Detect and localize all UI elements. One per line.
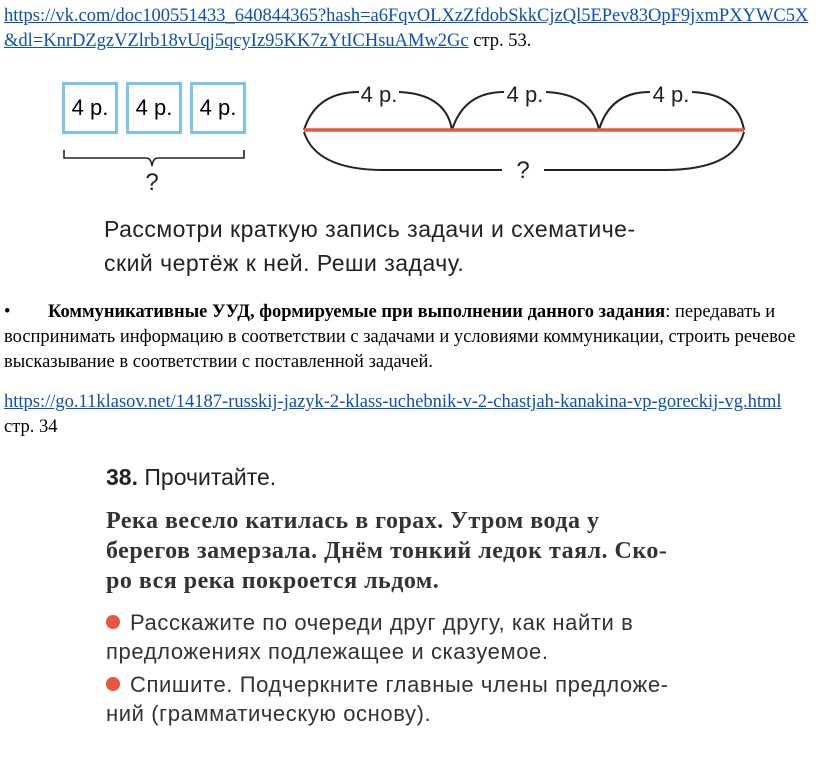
uud-text: : передавать и воспринимать информацию в соответствии с задачами и условиями коммуникации, строить речевое высказывание в соответствии с поставленной задачей. [4, 302, 796, 372]
total-question-right: ? [516, 157, 530, 184]
exercise-heading [106, 464, 276, 491]
task-2-line-1: Спишите. Подчеркните главные члены предложе- [130, 672, 669, 697]
arc-2-right [546, 92, 599, 130]
page-ref-1: стр. 53. [468, 31, 532, 51]
problem-instruction [104, 212, 636, 280]
arc-3-left [599, 92, 650, 130]
instruction-line-2: ский чертёж к ней. Реши задачу. [104, 250, 465, 276]
arc-2-left [452, 92, 504, 130]
uud-paragraph [4, 300, 812, 375]
task-2 [106, 670, 766, 728]
amount-box-3: 4 р. [190, 82, 246, 134]
exercise-text [106, 506, 756, 596]
exercise-text-line: ро вся река покроется льдом. [106, 568, 440, 594]
amount-box-2: 4 р. [126, 82, 182, 134]
source-link-1[interactable]: https://vk.com/doc100551433_640844365?hash=a6FqvOLXzZfdobSkkCjzQl5EPev83OpF9jxmPXYWC5X&dl=KnrDZgzVZlrb18vUqj5qcyIz95KK7zYtICHsuAMw2Gc [4, 6, 809, 51]
uud-title: Коммуникативные УУД, формируемые при выполнении данного задания [48, 302, 666, 322]
segment-label-3: 4 р. [652, 82, 690, 107]
segment-label-1: 4 р. [360, 82, 398, 107]
problem-figure [54, 62, 774, 292]
total-arc-left [304, 132, 502, 170]
task-1-line-1: Расскажите по очереди друг другу, как найти в [130, 610, 634, 635]
page-ref-2: стр. 34 [4, 417, 58, 437]
task-1-line-2: предложениях подлежащее и сказуемое. [106, 639, 549, 664]
segment-label-2: 4 р. [506, 82, 544, 107]
amount-box-1: 4 р. [62, 82, 118, 134]
arc-1-right [399, 92, 452, 130]
total-arc-right [544, 132, 744, 170]
arc-1-left [304, 92, 359, 130]
instruction-line-1: Рассмотри краткую запись задачи и схематиче- [104, 216, 636, 242]
exercise-figure [96, 458, 776, 748]
exercise-number: 38. [106, 464, 138, 490]
exercise-text-line: Река весело катилась в горах. Утром вода у [106, 508, 600, 534]
exercise-text-line: берегов замерзала. Днём тонкий ледок таял. Ско- [106, 538, 668, 564]
boxes-bracket [64, 150, 244, 166]
bullet-dot-icon [106, 615, 120, 629]
arc-3-right [692, 92, 744, 130]
total-question-left: ? [145, 169, 159, 196]
source-paragraph-2 [4, 390, 812, 440]
bullet-marker: • [4, 302, 11, 322]
task-2-line-2: ний (грамматическую основу). [106, 701, 432, 726]
segment-diagram [54, 62, 774, 202]
task-1 [106, 608, 766, 666]
source-paragraph-1 [4, 4, 812, 54]
exercise-title: Прочитайте. [144, 464, 277, 490]
bullet-dot-icon [106, 677, 120, 691]
source-link-2[interactable]: https://go.11klasov.net/14187-russkij-jazyk-2-klass-uchebnik-v-2-chastjah-kanakina-vp-goreckij-vg.html [4, 392, 782, 412]
